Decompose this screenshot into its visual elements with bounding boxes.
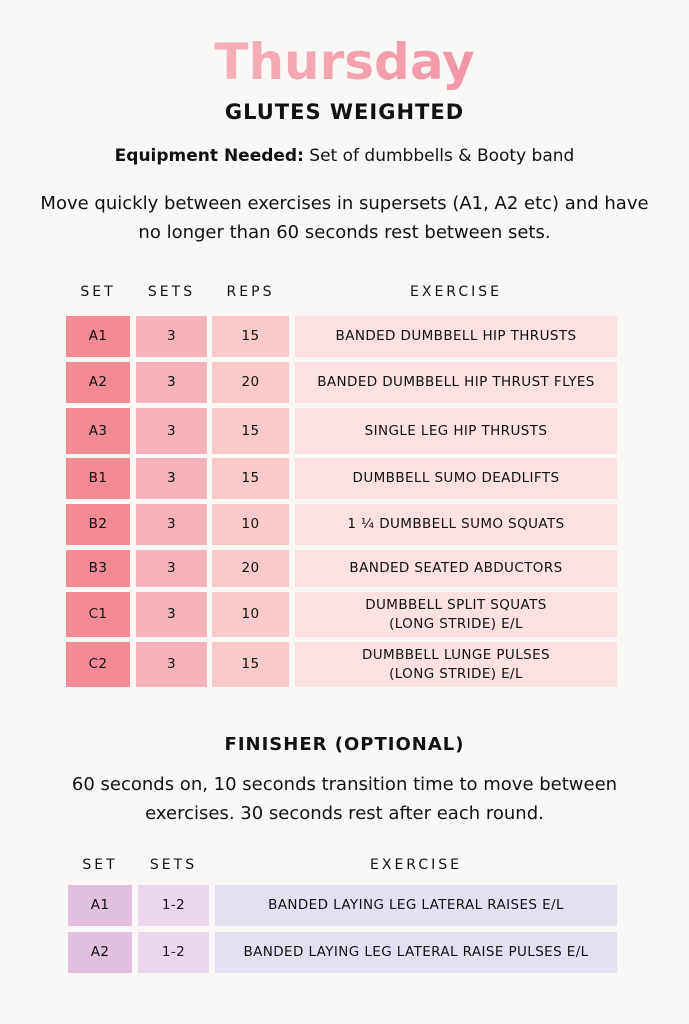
row-5-set: B2 xyxy=(66,504,130,545)
row-7-set: C1 xyxy=(66,592,130,637)
row-3-reps: 15 xyxy=(212,408,289,454)
row-2-set: A2 xyxy=(66,362,130,403)
row-8-sets: 3 xyxy=(136,642,207,687)
row-8-set: C2 xyxy=(66,642,130,687)
row-3-set: A3 xyxy=(66,408,130,454)
header-set: SET xyxy=(80,284,116,300)
equipment-value: Set of dumbbells & Booty band xyxy=(303,146,575,166)
header-exercise: EXERCISE xyxy=(410,284,502,300)
row-8-exercise: DUMBBELL LUNGE PULSES (LONG STRIDE) E/L xyxy=(295,642,617,687)
row-1-set: A1 xyxy=(66,316,130,357)
row-6-reps: 20 xyxy=(212,550,289,587)
finisher-header-sets: SETS xyxy=(149,857,198,873)
row-4-exercise: DUMBBELL SUMO DEADLIFTS xyxy=(295,458,617,499)
intro-text: Move quickly between exercises in supersets (A1, A2 etc) and have no longer than 60 seconds rest between sets. xyxy=(40,193,649,243)
equipment-label: Equipment Needed: xyxy=(114,146,304,166)
row-2-sets: 3 xyxy=(136,362,207,403)
row-8-reps: 15 xyxy=(212,642,289,687)
row-4-set: B1 xyxy=(66,458,130,499)
row-6-sets: 3 xyxy=(136,550,207,587)
row-1-reps: 15 xyxy=(212,316,289,357)
row-5-exercise: 1 ¼ DUMBBELL SUMO SQUATS xyxy=(295,504,617,545)
row-5-sets: 3 xyxy=(136,504,207,545)
finisher-header-exercise: EXERCISE xyxy=(370,857,462,873)
equipment-line xyxy=(0,144,689,168)
row-6-exercise: BANDED SEATED ABDUCTORS xyxy=(295,550,617,587)
page-title: Thursday xyxy=(0,30,689,94)
finisher-title: FINISHER (OPTIONAL) xyxy=(224,734,465,755)
finisher-text: 60 seconds on, 10 seconds transition time to move between exercises. 30 seconds rest after each round. xyxy=(71,774,618,824)
finisher-header-set: SET xyxy=(82,857,118,873)
row-2-exercise: BANDED DUMBBELL HIP THRUST FLYES xyxy=(295,362,617,403)
row-7-exercise: DUMBBELL SPLIT SQUATS (LONG STRIDE) E/L xyxy=(295,592,617,637)
row-6-set: B3 xyxy=(66,550,130,587)
row-3-sets: 3 xyxy=(136,408,207,454)
row-1-exercise: BANDED DUMBBELL HIP THRUSTS xyxy=(295,316,617,357)
row-3-exercise: SINGLE LEG HIP THRUSTS xyxy=(295,408,617,454)
header-reps: REPS xyxy=(226,284,275,300)
row-7-reps: 10 xyxy=(212,592,289,637)
row-2-reps: 20 xyxy=(212,362,289,403)
workout-subtitle: GLUTES WEIGHTED xyxy=(224,100,465,124)
finisher-row-2-sets: 1-2 xyxy=(138,932,209,973)
row-4-sets: 3 xyxy=(136,458,207,499)
row-1-sets: 3 xyxy=(136,316,207,357)
finisher-row-2-exercise: BANDED LAYING LEG LATERAL RAISE PULSES E/L xyxy=(215,932,617,973)
finisher-row-2-set: A2 xyxy=(68,932,132,973)
finisher-row-1-exercise: BANDED LAYING LEG LATERAL RAISES E/L xyxy=(215,885,617,926)
row-4-reps: 15 xyxy=(212,458,289,499)
finisher-row-1-set: A1 xyxy=(68,885,132,926)
row-7-sets: 3 xyxy=(136,592,207,637)
finisher-row-1-sets: 1-2 xyxy=(138,885,209,926)
row-5-reps: 10 xyxy=(212,504,289,545)
header-sets: SETS xyxy=(147,284,196,300)
